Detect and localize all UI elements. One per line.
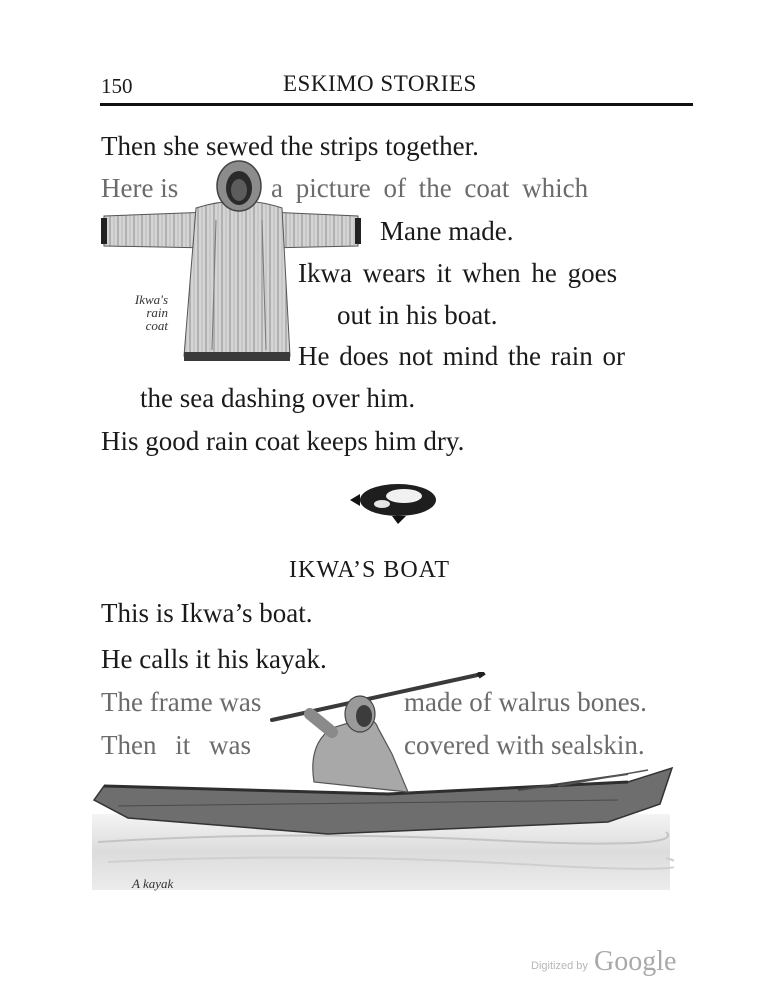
ornament-illustration bbox=[348, 478, 440, 526]
text-line-3: Mane made. bbox=[380, 216, 514, 246]
kayak-illustration bbox=[88, 672, 674, 894]
story2-line-3b: made of walrus bones. bbox=[404, 687, 647, 717]
section-title: IKWA’S BOAT bbox=[289, 557, 450, 583]
ornament-drawing bbox=[348, 478, 440, 526]
google-watermark: Google bbox=[594, 946, 677, 977]
text-line-2b: a picture of the coat which bbox=[271, 173, 589, 203]
digitized-label: Digitized by bbox=[531, 960, 588, 972]
story2-line-1: This is Ikwa’s boat. bbox=[101, 598, 313, 628]
rain-coat-drawing bbox=[100, 160, 372, 370]
header-rule bbox=[100, 103, 693, 106]
story2-line-3a: The frame was bbox=[101, 687, 262, 717]
page-number: 150 bbox=[101, 74, 133, 98]
rain-coat-illustration bbox=[100, 160, 372, 370]
running-title: ESKIMO STORIES bbox=[283, 71, 477, 96]
story2-line-4b: covered with sealskin. bbox=[404, 730, 645, 760]
kayak-drawing bbox=[88, 672, 674, 894]
text-line-7: the sea dashing over him. bbox=[140, 383, 416, 413]
text-line-5: out in his boat. bbox=[337, 300, 498, 330]
coat-caption-line-3: coat bbox=[145, 318, 168, 333]
text-line-2a: Here is bbox=[101, 173, 179, 203]
story2-line-4a: Then it was bbox=[101, 730, 251, 760]
coat-caption-line-1: Ikwa's bbox=[134, 292, 168, 307]
story2-line-2: He calls it his kayak. bbox=[101, 644, 327, 674]
kayak-caption: A kayak bbox=[132, 876, 174, 891]
coat-caption-line-2: rain bbox=[146, 305, 168, 320]
text-line-6: He does not mind the rain or bbox=[298, 341, 625, 371]
text-line-1: Then she sewed the strips together. bbox=[101, 131, 479, 161]
text-line-8: His good rain coat keeps him dry. bbox=[101, 426, 465, 456]
text-line-4: Ikwa wears it when he goes bbox=[298, 258, 618, 288]
